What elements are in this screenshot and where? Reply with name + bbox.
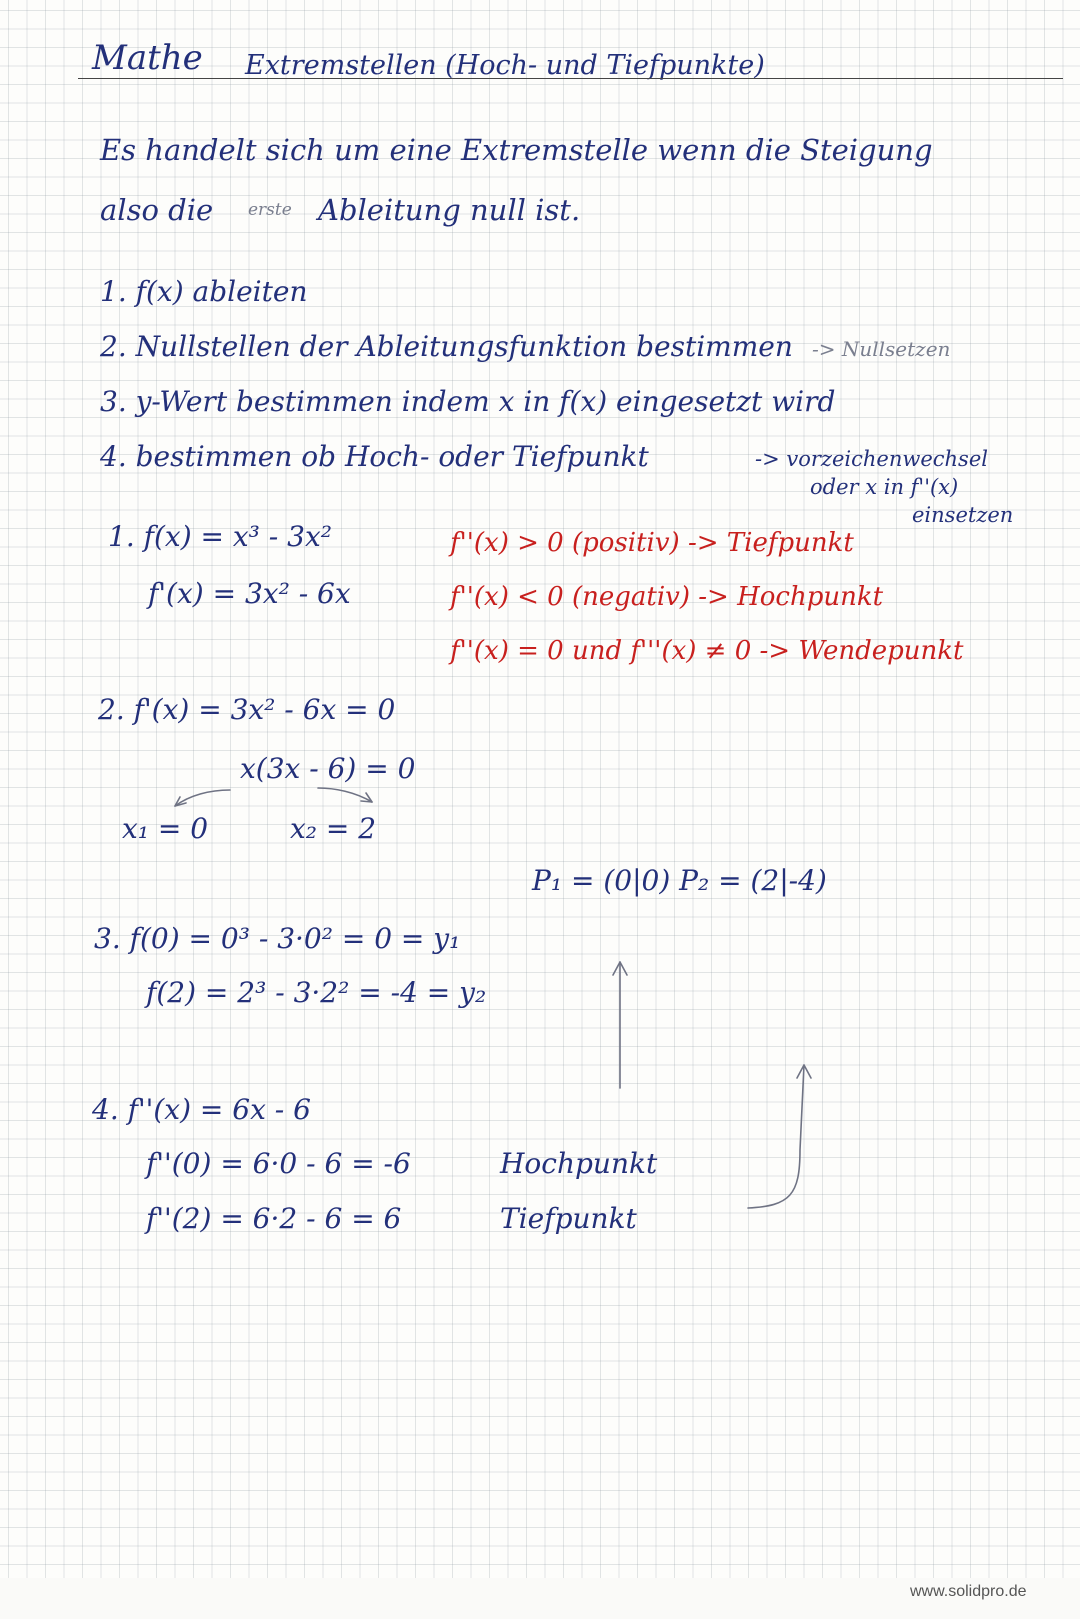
arrow-from-tiefpunkt-icon [748, 1065, 804, 1208]
rule-hochpunkt: f''(x) < 0 (negativ) -> Hochpunkt [450, 582, 884, 612]
example-4-f2-0: f''(0) = 6·0 - 6 = -6 [146, 1147, 411, 1180]
step-4-note-3: einsetzen [912, 503, 1014, 527]
label-hochpunkt: Hochpunkt [500, 1147, 658, 1180]
intro-line-2b: Ableitung null ist. [318, 193, 581, 227]
example-2-equation: 2. f'(x) = 3x² - 6x = 0 [98, 693, 396, 726]
root-x2: x₂ = 2 [290, 812, 377, 845]
root-x1: x₁ = 0 [122, 812, 209, 845]
example-1-derivative: f'(x) = 3x² - 6x [148, 577, 351, 610]
intro-line-2a: also die [100, 193, 214, 227]
example-1-function: 1. f(x) = x³ - 3x² [108, 520, 332, 553]
label-tiefpunkt: Tiefpunkt [500, 1202, 637, 1235]
step-2: 2. Nullstellen der Ableitungsfunktion bestimmen [100, 330, 793, 363]
step-3: 3. y-Wert bestimmen indem x in f(x) eingesetzt wird [100, 385, 836, 418]
watermark: www.solidpro.de [910, 1583, 1027, 1600]
example-4-second-derivative: 4. f''(x) = 6x - 6 [92, 1093, 311, 1126]
intro-line-2-small: erste [248, 200, 292, 220]
intro-line-1: Es handelt sich um eine Extremstelle wenn die Steigung [100, 133, 933, 167]
subject-label: Mathe [92, 38, 203, 78]
example-2-factored: x(3x - 6) = 0 [240, 752, 416, 785]
arrow-to-x2-icon [318, 788, 372, 802]
rule-wendepunkt: f''(x) = 0 und f'''(x) ≠ 0 -> Wendepunkt [450, 636, 964, 666]
example-3-f2: f(2) = 2³ - 3·2² = -4 = y₂ [146, 976, 487, 1009]
step-4-note-2: oder x in f''(x) [810, 475, 959, 499]
points-summary: P₁ = (0|0) P₂ = (2|-4) [532, 864, 827, 897]
page-title: Extremstellen (Hoch- und Tiefpunkte) [245, 50, 765, 81]
step-1: 1. f(x) ableiten [100, 275, 308, 308]
step-2-note: -> Nullsetzen [812, 337, 951, 361]
step-4: 4. bestimmen ob Hoch- oder Tiefpunkt [100, 440, 649, 473]
example-4-f2-2: f''(2) = 6·2 - 6 = 6 [146, 1202, 402, 1235]
example-3-f0: 3. f(0) = 0³ - 3·0² = 0 = y₁ [94, 922, 461, 955]
step-4-note-1: -> vorzeichenwechsel [755, 447, 988, 471]
rule-tiefpunkt: f''(x) > 0 (positiv) -> Tiefpunkt [450, 528, 854, 558]
